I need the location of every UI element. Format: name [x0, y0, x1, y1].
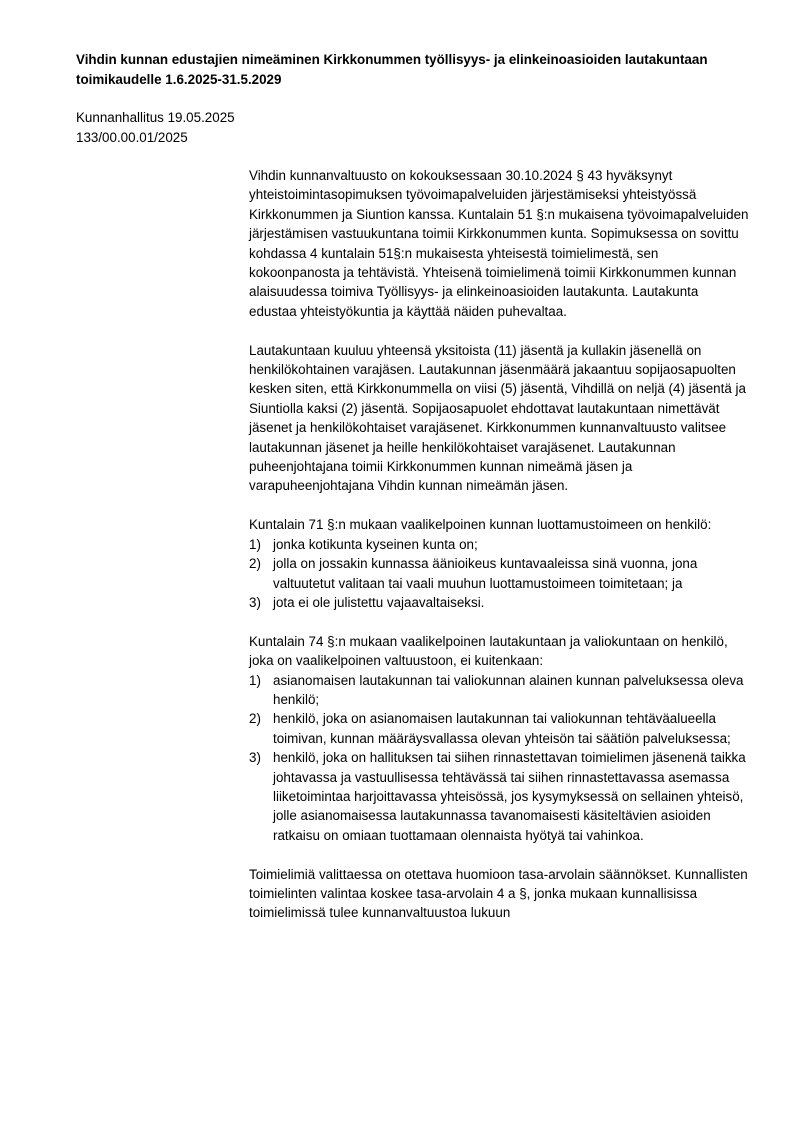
section-71-intro: Kuntalain 71 §:n mukaan vaalikelpoinen kunnan luottamustoimeen on henkilö:: [249, 517, 712, 533]
list-item: [249, 593, 749, 612]
list-item-text: henkilö, joka on asianomaisen lautakunnan tai valiokunnan tehtäväalueella toimivan, kunnan määräysvallassa olevan yhteisön tai säätiön palveluksessa;: [273, 711, 731, 746]
section-74-list: [249, 671, 749, 846]
section-74-intro: Kuntalain 74 §:n mukaan vaalikelpoinen lautakuntaan ja valiokuntaan on henkilö, joka on vaalikelpoinen valtuustoon, ei kuitenkaan:: [249, 633, 728, 669]
reference-number: 133/00.00.01/2025: [76, 130, 188, 145]
list-item-text: asianomaisen lautakunnan tai valiokunnan alainen kunnan palveluksessa oleva henkilö;: [273, 672, 744, 707]
list-item-number: 1): [249, 672, 261, 688]
list-item-number: 2): [249, 556, 261, 572]
paragraph-agreement: Vihdin kunnanvaltuusto on kokouksessaan 30.10.2024 § 43 hyväksynyt yhteistoimintasopimuksen työvoimapalveluiden järjestämiseksi yhteistyössä Kirkkonummen ja Siuntion kanssa. Kuntalain 51 §:n mukaisena työvoimapalveluiden järjestämisen vastuukuntana toimii Kirkkonummen kunta. Sopimuksessa on sovittu kohdassa 4 kuntalain 51§:n mukaisesta yhteisestä toimielimestä, sen kokoonpanosta ja tehtävistä. Yhteisenä toimielimenä toimii Kirkkonummen kunnan alaisuudessa toimiva Työllisyys- ja elinkeinoasioiden lautakunta. Lautakunta edustaa yhteistyökuntia ja käyttää näiden puhevaltaa.: [249, 168, 749, 319]
list-item: [249, 554, 749, 593]
meeting-label: Kunnanhallitus 19.05.2025: [76, 110, 235, 125]
document-body: [249, 166, 749, 942]
list-item-text: henkilö, joka on hallituksen tai siihen rinnastettavan toimielimen jäsenenä taikka johtavassa ja vastuullisessa tehtävässä tai siihen rinnastettavassa asemassa liiketoimintaa harjoittavassa yhteisössä, jos kysymyksessä on sellainen yhteisö, jolle asianomaisessa lautakunnassa tavanomaisesti käsiteltävien asioiden ratkaisu on omiaan tuottamaan olennaista hyötyä tai vahinkoa.: [273, 750, 746, 843]
list-item-number: 1): [249, 536, 261, 552]
list-item-number: 2): [249, 711, 261, 727]
list-item-text: jolla on jossakin kunnassa äänioikeus kuntavaaleissa sinä vuonna, jona valtuutetut valitaan tai vaali muuhun luottamustoimeen toimitetaan; ja: [273, 556, 698, 591]
list-item: [249, 709, 749, 748]
document-title: Vihdin kunnan edustajien nimeäminen Kirkkonummen työllisyys- ja elinkeinoasioiden lautakuntaan toimikaudelle 1.6.2025-31.5.2029: [76, 52, 708, 87]
list-item-number: 3): [249, 594, 261, 610]
list-item-text: jonka kotikunta kyseinen kunta on;: [273, 536, 478, 552]
section-71-list: [249, 535, 749, 613]
meeting-info: [76, 108, 235, 148]
list-item: [249, 535, 749, 554]
list-item: [249, 748, 749, 845]
list-item-number: 3): [249, 750, 261, 766]
paragraph-equality: Toimielimiä valittaessa on otettava huomioon tasa-arvolain säännökset. Kunnallisten toimielinten valintaa koskee tasa-arvolain 4 a §, jonka mukaan kunnallisissa toimielimissä tulee kunnanvaltuustoa lukuun: [249, 866, 748, 921]
list-item-text: jota ei ole julistettu vajaavaltaiseksi.: [273, 594, 485, 610]
list-item: [249, 671, 749, 710]
paragraph-composition: Lautakuntaan kuuluu yhteensä yksitoista (11) jäsentä ja kullakin jäsenellä on henkilökohtainen varajäsen. Lautakunnan jäsenmäärä jakaantuu sopijaosapuolten kesken siten, että Kirkkonummella on viisi (5) jäsentä, Vihdillä on neljä (4) jäsentä ja Siuntiolla kaksi (2) jäsentä. Sopijaosapuolet ehdottavat lautakuntaan nimettävät jäsenet ja henkilökohtaiset varajäsenet. Kirkkonummen kunnanvaltuusto valitsee lautakunnan jäsenet ja heille henkilökohtaiset varajäsenet. Lautakunnan puheenjohtajana toimii Kirkkonummen kunnan nimeämä jäsen ja varapuheenjohtajana Vihdin kunnan nimeämän jäsen.: [249, 342, 746, 494]
